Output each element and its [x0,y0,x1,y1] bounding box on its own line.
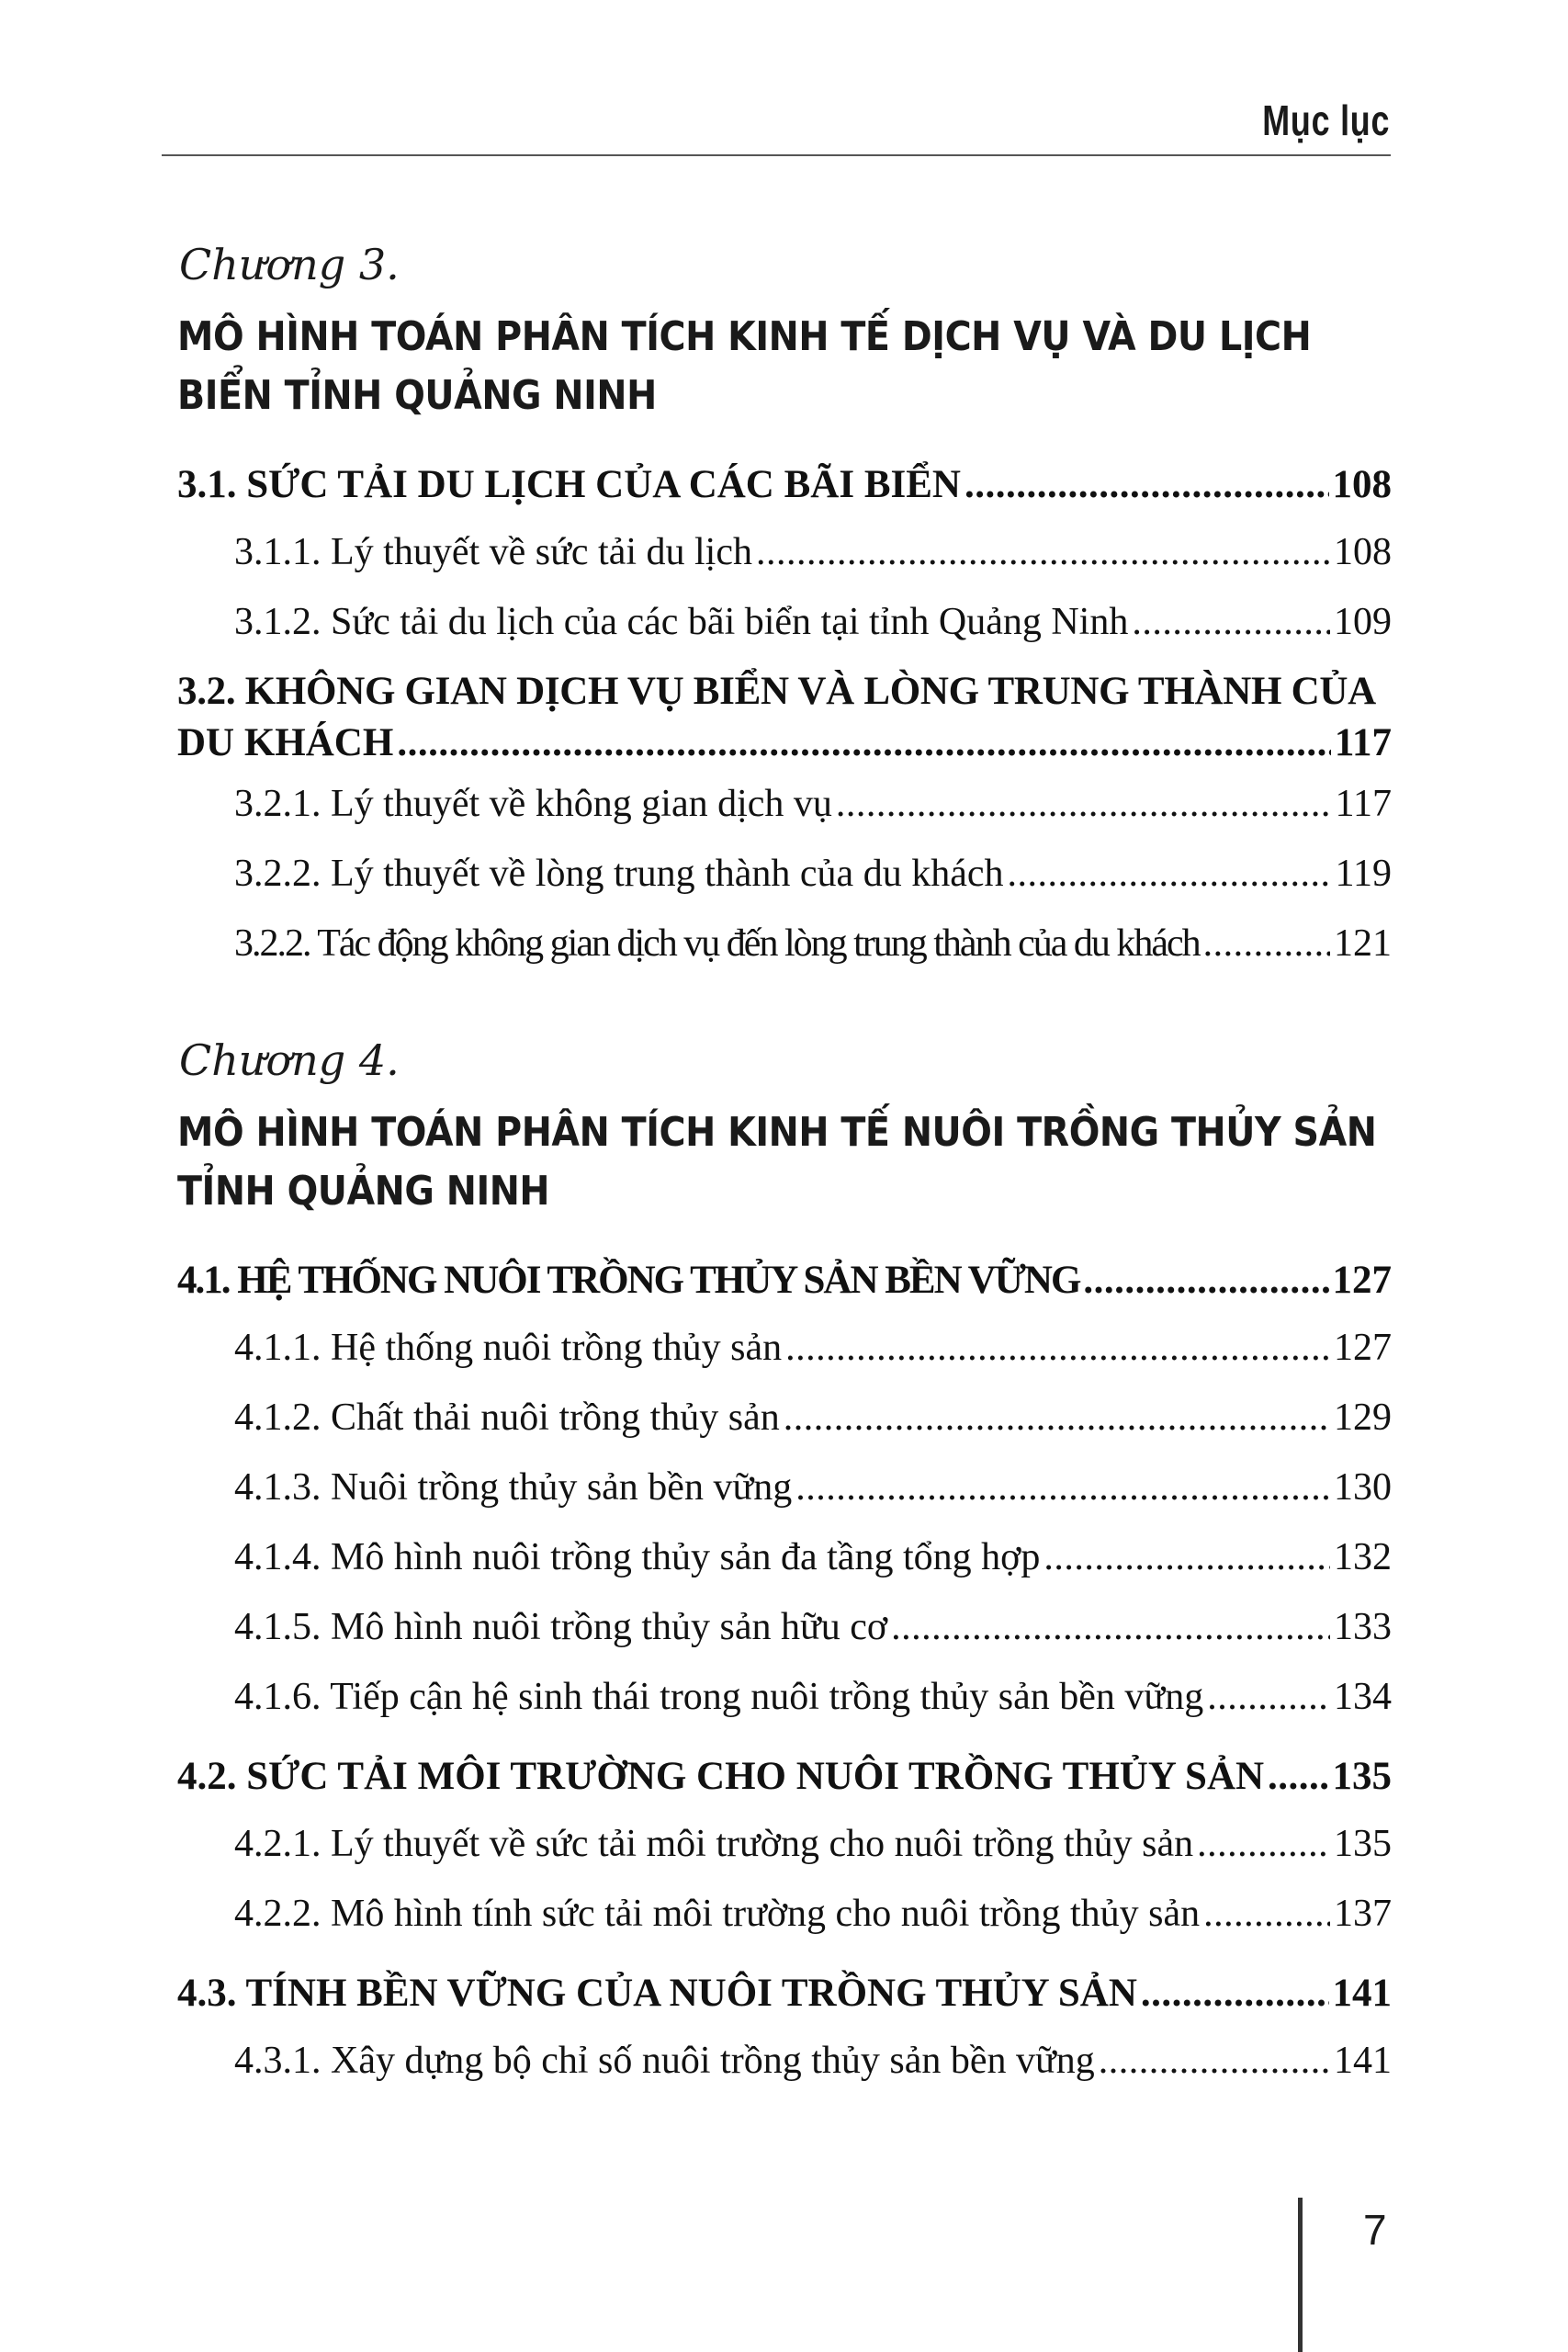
chapter-3 [177,234,1392,978]
entry-page: 127 [1332,1259,1392,1302]
toc-entry-subsection[interactable] [177,909,1392,978]
entry-page: 108 [1332,463,1392,506]
entry-page: 133 [1334,1606,1392,1648]
section-4-3 [177,1962,1392,2096]
dot-leader [785,1313,1330,1383]
toc-entry-subsection[interactable] [177,587,1392,657]
toc-entry-section[interactable] [177,1962,1392,2026]
entry-page: 117 [1335,783,1392,825]
toc-entry-subsection[interactable] [177,1453,1392,1522]
dot-leader [1207,1662,1330,1732]
entry-page: 121 [1334,922,1392,965]
section-4-1 [177,1249,1392,1732]
chapter-title: MÔ HÌNH TOÁN PHÂN TÍCH KINH TẾ DỊCH VỤ VÀ DU LỊCH BIỂN TỈNH QUẢNG NINH [177,313,1312,419]
dot-leader [1132,587,1330,657]
toc-entry-subsection[interactable] [177,1809,1392,1879]
dot-leader [1268,1745,1328,1809]
header-divider [162,154,1391,156]
toc-entry-subsection[interactable] [177,1662,1392,1732]
entry-title: 4.1.3. Nuôi trồng thủy sản bền vững [234,1466,793,1509]
entry-title: 4.3.1. Xây dựng bộ chỉ số nuôi trồng thủy sản bền vững [234,2040,1095,2082]
entry-page: 137 [1334,1893,1392,1935]
running-header-title: Mục lục [1261,96,1390,144]
entry-title: 3.1.1. Lý thuyết về sức tải du lịch [234,531,752,573]
toc-entry-subsection[interactable] [177,517,1392,587]
toc-entry-section[interactable] [177,1745,1392,1809]
section-3-1 [177,453,1392,657]
entry-title: 4.1. HỆ THỐNG NUÔI TRỒNG THỦY SẢN BỀN VỮNG [177,1259,1080,1302]
dot-leader [756,517,1330,587]
toc-entry-subsection[interactable] [177,1383,1392,1453]
entry-page: 130 [1334,1466,1392,1509]
dot-leader [1197,1809,1330,1879]
section-3-2 [177,666,1392,978]
toc-entry-section[interactable] [177,1249,1392,1313]
toc-entry-section[interactable] [177,718,1392,769]
entry-title: 3.2.2. Tác động không gian dịch vụ đến lòng trung thành của du khách [234,922,1200,965]
entry-page: 134 [1334,1676,1392,1718]
entry-title: 3.2.1. Lý thuyết về không gian dịch vụ [234,783,832,825]
chapter-4 [177,1030,1392,2096]
entry-page: 117 [1334,721,1392,764]
dot-leader [1083,1249,1328,1313]
entry-title-line-1[interactable]: 3.2. KHÔNG GIAN DỊCH VỤ BIỂN VÀ LÒNG TRUNG THÀNH CỦA [177,670,1376,713]
footer-divider [1298,2198,1303,2352]
section-4-2 [177,1745,1392,1949]
entry-page: 119 [1335,853,1392,895]
dot-leader [1099,2026,1330,2096]
entry-title: 4.1.1. Hệ thống nuôi trồng thủy sản [234,1327,783,1369]
entry-title: 4.2.2. Mô hình tính sức tải môi trường cho nuôi trồng thủy sản [234,1893,1201,1935]
toc-entry-subsection[interactable] [177,839,1392,909]
toc-entry-subsection[interactable] [177,1313,1392,1383]
toc-entry-subsection[interactable] [177,769,1392,839]
entry-title: 4.1.5. Mô hình nuôi trồng thủy sản hữu cơ [234,1606,888,1648]
chapter-label: Chương 4. [179,1035,400,1085]
dot-leader [836,769,1332,839]
dot-leader [397,718,1331,769]
toc-entry-subsection[interactable] [177,2026,1392,2096]
dot-leader [1007,839,1331,909]
dot-leader [1203,909,1330,978]
entry-page: 135 [1332,1755,1392,1798]
entry-title: 3.1. SỨC TẢI DU LỊCH CỦA CÁC BÃI BIỂN [177,463,961,506]
toc-entry-section[interactable] [177,453,1392,517]
entry-page: 141 [1334,2040,1392,2082]
entry-page: 141 [1332,1972,1392,2015]
chapter-label: Chương 3. [179,240,400,289]
table-of-contents [177,234,1392,2096]
entry-title: 4.1.6. Tiếp cận hệ sinh thái trong nuôi trồng thủy sản bền vững [234,1676,1204,1718]
entry-page: 129 [1334,1396,1392,1439]
entry-page: 109 [1334,601,1392,643]
toc-entry-subsection[interactable] [177,1879,1392,1949]
entry-page: 127 [1334,1327,1392,1369]
entry-title: 4.1.2. Chất thải nuôi trồng thủy sản [234,1396,780,1439]
entry-title: 4.2. SỨC TẢI MÔI TRƯỜNG CHO NUÔI TRỒNG THỦY SẢN [177,1755,1265,1798]
entry-page: 108 [1334,531,1392,573]
dot-leader [1043,1522,1330,1592]
page-number: 7 [1363,2206,1387,2254]
dot-leader [964,453,1329,517]
entry-page: 135 [1334,1823,1392,1865]
entry-title: 3.1.2. Sức tải du lịch của các bãi biển tại tỉnh Quảng Ninh [234,601,1129,643]
entry-title: 4.1.4. Mô hình nuôi trồng thủy sản đa tầng tổng hợp [234,1536,1041,1578]
toc-entry-subsection[interactable] [177,1522,1392,1592]
dot-leader [1203,1879,1330,1949]
dot-leader [784,1383,1330,1453]
toc-entry-subsection[interactable] [177,1592,1392,1662]
entry-title: 4.2.1. Lý thuyết về sức tải môi trường cho nuôi trồng thủy sản [234,1823,1194,1865]
dot-leader [795,1453,1330,1522]
dot-leader [891,1592,1330,1662]
chapter-title: MÔ HÌNH TOÁN PHÂN TÍCH KINH TẾ NUÔI TRỒNG THỦY SẢN TỈNH QUẢNG NINH [177,1109,1377,1215]
dot-leader [1141,1962,1329,2026]
entry-title: 3.2.2. Lý thuyết về lòng trung thành của du khách [234,853,1004,895]
entry-title-line-2: DU KHÁCH [177,721,394,764]
entry-title: 4.3. TÍNH BỀN VỮNG CỦA NUÔI TRỒNG THỦY SẢN [177,1972,1137,2015]
entry-page: 132 [1334,1536,1392,1578]
